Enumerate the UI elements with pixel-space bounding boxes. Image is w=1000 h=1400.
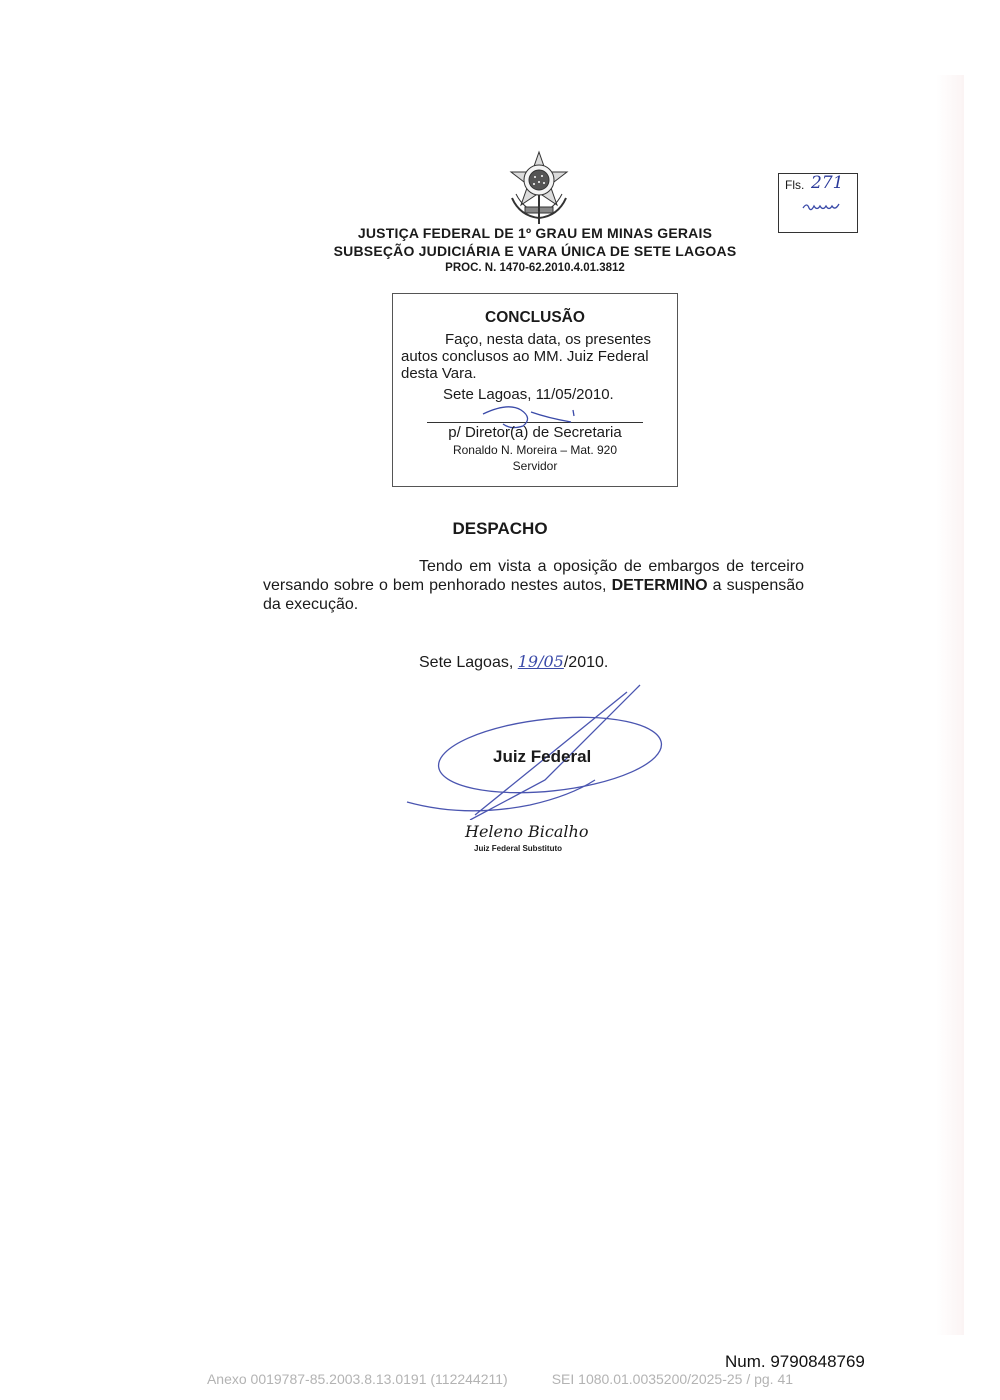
folio-label: Fls. bbox=[785, 178, 805, 192]
conclusao-title: CONCLUSÃO bbox=[485, 309, 585, 326]
folio-box bbox=[778, 173, 858, 233]
page-edge-shadow bbox=[936, 75, 964, 1335]
judge-title: Juiz Federal bbox=[493, 747, 592, 766]
court-name: JUSTIÇA FEDERAL DE 1º GRAU EM MINAS GERAIS bbox=[357, 225, 713, 241]
judge-stamp-name: Heleno Bicalho bbox=[465, 822, 589, 841]
process-number: PROC. N. 1470-62.2010.4.01.3812 bbox=[445, 262, 625, 274]
conclusao-line-3: desta Vara. bbox=[401, 365, 477, 382]
despacho-date: Sete Lagoas, 19/05/2010. bbox=[419, 652, 609, 671]
clerk-role: p/ Diretor(a) de Secretaria bbox=[448, 424, 622, 441]
date-month: 05 bbox=[543, 652, 564, 671]
footer-sei: SEI 1080.01.0035200/2025-25 / pg. 41 bbox=[551, 1371, 794, 1387]
footer-annex: Anexo 0019787-85.2003.8.13.0191 (112244211) bbox=[206, 1371, 508, 1387]
conclusao-line-1: Faço, nesta data, os presentes bbox=[445, 331, 651, 348]
court-subsection: SUBSEÇÃO JUDICIÁRIA E VARA ÚNICA DE SETE LAGOAS bbox=[333, 243, 737, 259]
date-day: 19 bbox=[517, 652, 539, 671]
judge-stamp-role: Juiz Federal Substituto bbox=[474, 844, 563, 853]
clerk-position: Servidor bbox=[512, 459, 558, 473]
clerk-name: Ronaldo N. Moreira – Mat. 920 bbox=[452, 443, 618, 457]
despacho-determination: DETERMINO bbox=[611, 577, 708, 594]
despacho-body bbox=[263, 557, 804, 614]
folio-number: 271 bbox=[811, 173, 844, 193]
despacho-text-end: a suspensão da execução. bbox=[263, 577, 805, 613]
brazil-coat-of-arms-icon bbox=[500, 150, 578, 225]
date-prefix: Sete Lagoas, bbox=[419, 654, 514, 671]
conclusao-box bbox=[392, 293, 678, 487]
despacho-title: DESPACHO bbox=[452, 519, 548, 538]
folio-initials-icon bbox=[801, 198, 845, 214]
footer-reference bbox=[0, 1371, 1000, 1387]
document-number: Num. 9790848769 bbox=[725, 1352, 865, 1371]
conclusao-place-date: Sete Lagoas, 11/05/2010. bbox=[443, 386, 614, 403]
conclusao-line-2: autos conclusos ao MM. Juiz Federal bbox=[401, 348, 649, 365]
despacho-text-start: Tendo em vista a oposição de embargos de terceiro versando sobre o bem penhorado nestes autos, bbox=[263, 558, 804, 594]
date-year: /2010. bbox=[563, 654, 609, 671]
